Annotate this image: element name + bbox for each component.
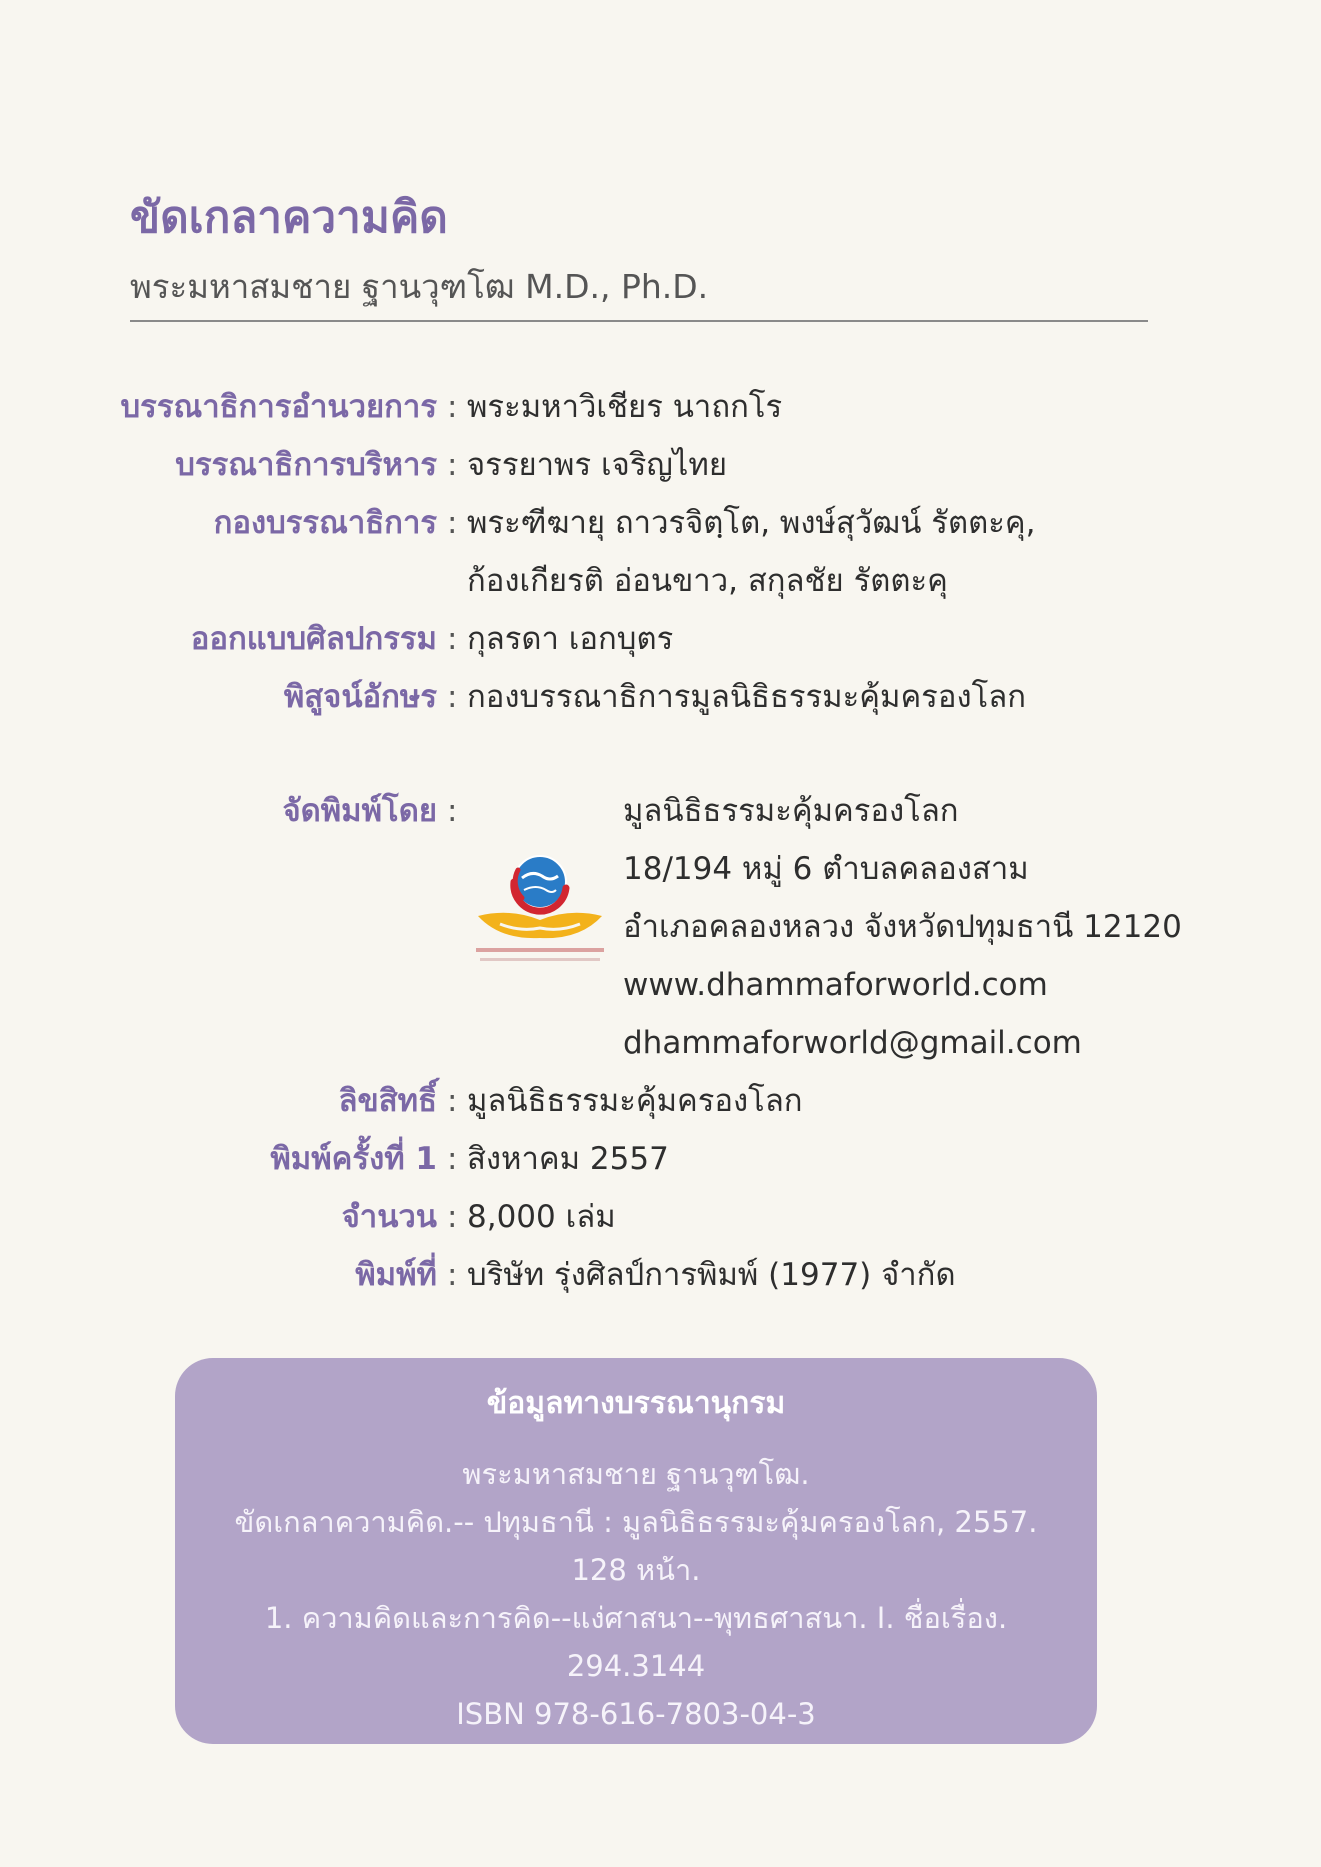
detail-value: สิงหาคม 2557 (467, 1141, 669, 1177)
detail-value: มูลนิธิธรรมะคุ้มครองโลก (467, 1083, 803, 1119)
detail-row (0, 1188, 1321, 1246)
credit-colon: : (447, 505, 458, 541)
book-title: ขัดเกลาความคิด (130, 192, 448, 243)
publisher-label: จัดพิมพ์โดย (282, 793, 437, 829)
cataloging-data-box (175, 1358, 1097, 1744)
catalog-line: พระมหาสมชาย ฐานวุฑโฒ. (462, 1457, 810, 1491)
credit-colon: : (447, 389, 458, 425)
credit-value: กองบรรณาธิการมูลนิธิธรรมะคุ้มครองโลก (467, 679, 1026, 715)
publisher-address-1: 18/194 หมู่ 6 ตำบลคลองสาม (623, 851, 1029, 887)
publisher-email: dhammaforworld@gmail.com (623, 1025, 1082, 1061)
detail-row (0, 1246, 1321, 1304)
credit-row (0, 378, 1321, 436)
detail-colon: : (447, 1083, 458, 1119)
detail-label: จำนวน (341, 1199, 437, 1235)
detail-row (0, 1072, 1321, 1130)
credit-value: กุลรดา เอกบุตร (467, 621, 674, 657)
credit-row-continuation (0, 552, 1321, 610)
credit-label: กองบรรณาธิการ (213, 505, 437, 541)
credit-row (0, 610, 1321, 668)
catalog-line: 1. ความคิดและการคิด--แง่ศาสนา--พุทธศาสนา. I. ชื่อเรื่อง. (264, 1601, 1008, 1635)
detail-row (0, 1130, 1321, 1188)
detail-label: พิมพ์ครั้งที่ 1 (270, 1141, 437, 1177)
credits-section (0, 378, 1321, 1304)
credit-label: พิสูจน์อักษร (283, 679, 437, 715)
detail-label: พิมพ์ที่ (355, 1257, 437, 1293)
credit-colon: : (447, 447, 458, 483)
credit-label: ออกแบบศิลปกรรม (190, 621, 437, 657)
title-divider (130, 320, 1148, 322)
publisher-lines (623, 782, 1182, 1072)
credit-label: บรรณาธิการอำนวยการ (120, 389, 437, 425)
catalog-line: ขัดเกลาความคิด.-- ปทุมธานี : มูลนิธิธรรมะคุ้มครองโลก, 2557. (234, 1505, 1038, 1539)
credit-value: พระมหาวิเชียร นาถกโร (467, 389, 783, 425)
publisher-colon: : (447, 793, 458, 829)
publisher-address-2: อำเภอคลองหลวง จังหวัดปทุมธานี 12120 (623, 909, 1182, 945)
publisher-website: www.dhammaforworld.com (623, 967, 1048, 1003)
foundation-logo-icon (470, 850, 610, 970)
catalog-line: 128 หน้า. (571, 1553, 701, 1587)
credit-label: บรรณาธิการบริหาร (175, 447, 437, 483)
credit-row (0, 494, 1321, 552)
detail-colon: : (447, 1141, 458, 1177)
credit-colon: : (447, 679, 458, 715)
detail-value: 8,000 เล่ม (467, 1199, 616, 1235)
credit-value: พระฑีฆายุ ถาวรจิตฺโต, พงษ์สุวัฒน์ รัตตะคุ, (467, 505, 1036, 541)
credit-colon: : (447, 621, 458, 657)
book-author: พระมหาสมชาย ฐานวุฑโฒ M.D., Ph.D. (130, 267, 709, 306)
detail-colon: : (447, 1257, 458, 1293)
detail-value: บริษัท รุ่งศิลป์การพิมพ์ (1977) จำกัด (467, 1257, 956, 1293)
publisher-name: มูลนิธิธรรมะคุ้มครองโลก (623, 793, 959, 829)
credit-row (0, 436, 1321, 494)
catalog-isbn: ISBN 978-616-7803-04-3 (456, 1697, 816, 1731)
credit-value: จรรยาพร เจริญไทย (467, 447, 727, 483)
detail-colon: : (447, 1199, 458, 1235)
publisher-block (0, 782, 1321, 1072)
credit-value: ก้องเกียรติ อ่อนขาว, สกุลชัย รัตตะคุ (467, 563, 948, 599)
detail-label: ลิขสิทธิ์ (338, 1083, 437, 1119)
catalog-heading: ข้อมูลทางบรรณานุกรม (486, 1386, 786, 1421)
credit-row (0, 668, 1321, 726)
catalog-line: 294.3144 (566, 1649, 706, 1683)
